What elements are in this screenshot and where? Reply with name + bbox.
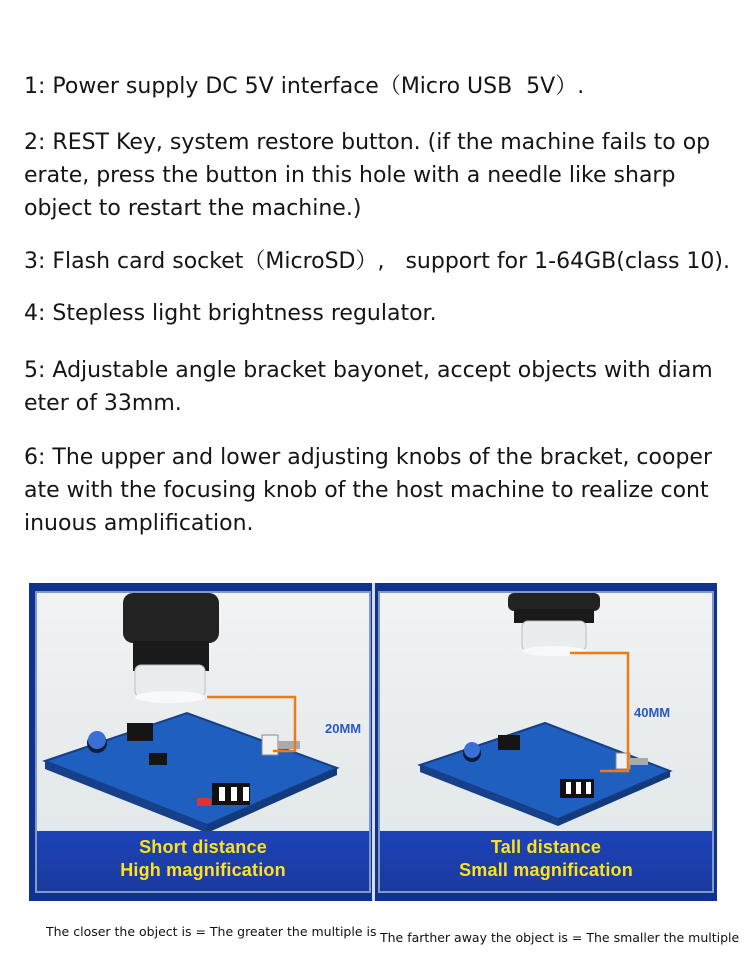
jack-slot bbox=[576, 782, 581, 794]
led bbox=[197, 798, 211, 806]
heatsink bbox=[498, 735, 520, 750]
distance-label: 40MM bbox=[634, 705, 671, 720]
caption-line-1: Tall distance bbox=[490, 837, 602, 857]
caption-band bbox=[380, 831, 712, 891]
capacitor-top bbox=[88, 731, 106, 749]
comparison-figure bbox=[29, 583, 717, 901]
spec-item-5: 5: Adjustable angle bracket bayonet, accept objects with diam eter of 33mm. bbox=[24, 358, 713, 416]
spec-item-4: 4: Stepless light brightness regulator. bbox=[24, 301, 437, 326]
pcb-board bbox=[420, 723, 670, 819]
spec-item-6: 6: The upper and lower adjusting knobs of the bracket, cooper ate with the focusing knob of the host machine to realize cont inuous amplification. bbox=[24, 445, 712, 536]
caption-band bbox=[37, 831, 369, 891]
footnote-farther: The farther away the object is = The smaller the multiple bbox=[380, 930, 740, 945]
caption-line-2: Small magnification bbox=[459, 860, 633, 880]
distance-label: 20MM bbox=[325, 721, 362, 736]
capacitor-top bbox=[464, 742, 480, 758]
caption-line-1: Short distance bbox=[139, 837, 267, 857]
short-distance-panel bbox=[35, 591, 371, 893]
microscope-body bbox=[123, 593, 219, 643]
jack-slot bbox=[566, 782, 571, 794]
jack-slot bbox=[586, 782, 591, 794]
lens-rim bbox=[522, 646, 586, 656]
footnote-closer: The closer the object is = The greater the multiple is bbox=[46, 924, 377, 939]
spec-item-2: 2: REST Key, system restore button. (if the machine fails to op erate, press the button in this hole with a needle like sharp object to restart the machine.) bbox=[24, 130, 711, 221]
knob-shaft bbox=[278, 741, 300, 749]
lens-rim bbox=[135, 691, 205, 703]
spec-item-1: 1: Power supply DC 5V interface（Micro USB 5V）. bbox=[24, 74, 585, 99]
jack-slot bbox=[231, 787, 237, 801]
tall-distance-panel bbox=[378, 591, 714, 893]
jack-slot bbox=[243, 787, 249, 801]
chip bbox=[149, 753, 167, 765]
microscope-body bbox=[508, 593, 600, 611]
pcb-board bbox=[45, 713, 337, 825]
caption-line-2: High magnification bbox=[120, 860, 286, 880]
spec-item-3: 3: Flash card socket（MicroSD）, support for 1-64GB(class 10). bbox=[24, 249, 730, 274]
jack-slot bbox=[219, 787, 225, 801]
heatsink bbox=[127, 723, 153, 741]
knob-shaft bbox=[630, 758, 648, 765]
panel-divider bbox=[372, 583, 375, 901]
